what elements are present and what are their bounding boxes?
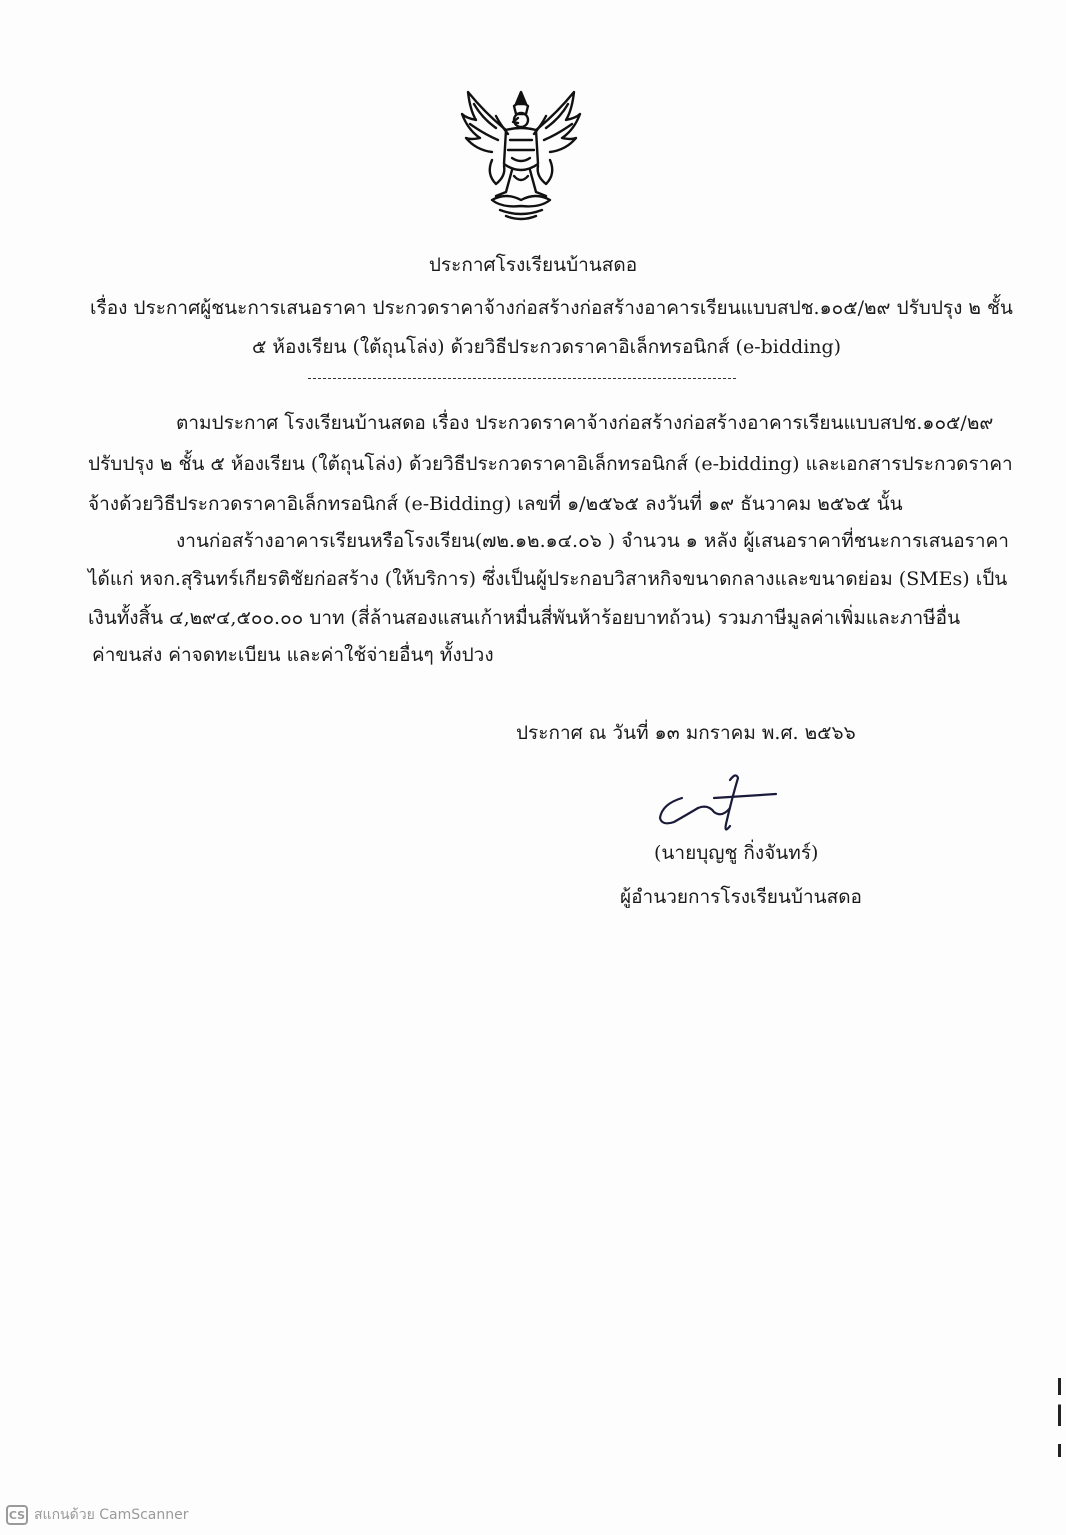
announcement-date: ประกาศ ณ วันที่ ๑๓ มกราคม พ.ศ. ๒๕๖๖ — [516, 722, 856, 744]
paragraph-2-line-2: ได้แก่ หจก.สุรินทร์เกียรติชัยก่อสร้าง (ให้บริการ) ซึ่งเป็นผู้ประกอบวิสาหกิจขนาดกลางและขนาดย่อม (SMEs) เป็น — [88, 568, 1008, 590]
paragraph-1-line-1: ตามประกาศ โรงเรียนบ้านสดอ เรื่อง ประกวดราคาจ้างก่อสร้างก่อสร้างอาคารเรียนแบบสปช.๑๐๕/๒๙ — [176, 412, 994, 434]
handwritten-signature — [652, 768, 782, 848]
camscanner-watermark — [6, 1504, 189, 1526]
camscanner-watermark-text: สแกนด้วย CamScanner — [34, 1507, 189, 1523]
paragraph-2-line-3: เงินทั้งสิ้น ๔,๒๙๔,๕๐๐.๐๐ บาท (สี่ล้านสองแสนเก้าหมื่นสี่พันห้าร้อยบาทถ้วน) รวมภาษีมูลค่าเพิ่มและภาษีอื่น — [88, 607, 961, 629]
paragraph-2-line-4: ค่าขนส่ง ค่าจดทะเบียน และค่าใช้จ่ายอื่นๆ ทั้งปวง — [92, 644, 494, 666]
dashed-divider — [308, 378, 736, 379]
paragraph-1-line-3: จ้างด้วยวิธีประกวดราคาอิเล็กทรอนิกส์ (e-Bidding) เลขที่ ๑/๒๕๖๕ ลงวันที่ ๑๙ ธันวาคม ๒๕๖๕ นั้น — [88, 493, 903, 515]
garuda-emblem-icon — [456, 84, 586, 224]
subject-line-1: เรื่อง ประกาศผู้ชนะการเสนอราคา ประกวดราคาจ้างก่อสร้างก่อสร้างอาคารเรียนแบบสปช.๑๐๕/๒๙ ปรับปรุง ๒ ชั้น — [90, 297, 1013, 319]
signer-name: (นายบุญชู กิ่งจันทร์) — [654, 842, 819, 864]
paragraph-1-line-2: ปรับปรุง ๒ ชั้น ๕ ห้องเรียน (ใต้ถุนโล่ง) ด้วยวิธีประกวดราคาอิเล็กทรอนิกส์ (e-bidding) และเอกสารประกวดราคา — [88, 453, 1013, 475]
scan-edge-artifact — [1058, 1378, 1061, 1498]
camscanner-logo-icon: CS — [6, 1505, 28, 1525]
subject-line-2: ๕ ห้องเรียน (ใต้ถุนโล่ง) ด้วยวิธีประกวดราคาอิเล็กทรอนิกส์ (e-bidding) — [252, 336, 842, 358]
document-title: ประกาศโรงเรียนบ้านสดอ — [428, 254, 638, 276]
paragraph-2-line-1: งานก่อสร้างอาคารเรียนหรือโรงเรียน(๗๒.๑๒.๑๔.๐๖ ) จำนวน ๑ หลัง ผู้เสนอราคาที่ชนะการเสนอราคา — [176, 530, 1009, 552]
signer-title: ผู้อำนวยการโรงเรียนบ้านสดอ — [620, 886, 862, 908]
